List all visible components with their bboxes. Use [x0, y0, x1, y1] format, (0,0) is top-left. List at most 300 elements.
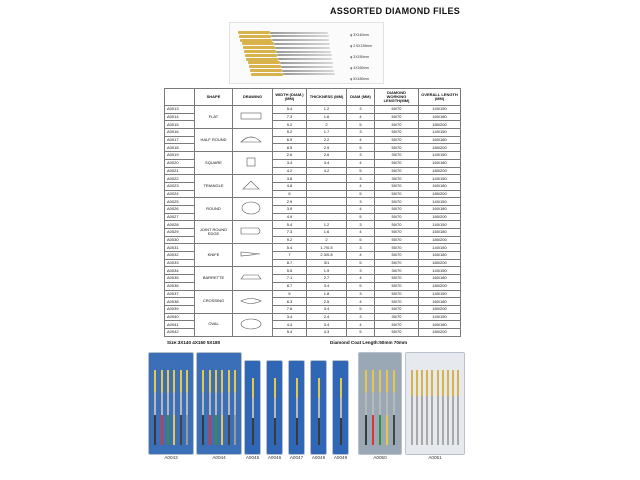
file-item	[173, 370, 175, 445]
working-length-value: 50/70	[375, 298, 419, 306]
overall-length-value: 160/180	[419, 136, 461, 144]
table-row	[165, 313, 461, 321]
knife-drawing	[238, 247, 268, 261]
item-code: A0026	[165, 205, 195, 213]
overall-length-value: 140/150	[419, 152, 461, 160]
shape-name: ROUND	[195, 198, 233, 221]
file-handle	[245, 54, 277, 57]
diameter-value: 3	[347, 244, 375, 252]
overall-length-value: 180/200	[419, 259, 461, 267]
working-length-value: 30/70	[375, 175, 419, 183]
size-caption: φ 4X160mm	[350, 66, 370, 70]
thickness-value: 2.3/0.8	[307, 252, 347, 260]
working-length-value: 50/70	[375, 244, 419, 252]
overall-length-value: 160/180	[419, 321, 461, 329]
diameter-value: 5	[347, 190, 375, 198]
file-handle	[239, 35, 271, 38]
round-drawing	[238, 201, 268, 215]
width-value: 3.8	[273, 175, 307, 183]
width-value: 2.9	[273, 198, 307, 206]
thickness-value	[307, 175, 347, 183]
shape-drawing-cell	[233, 152, 273, 175]
size-caption: φ 2.5X135mm	[350, 44, 373, 48]
file-handle	[242, 42, 274, 45]
item-code: A0020	[165, 159, 195, 167]
product-code-label: A0044	[212, 455, 226, 460]
overall-length-value: 140/150	[419, 290, 461, 298]
diameter-value: 5	[347, 121, 375, 129]
file-blade	[280, 62, 333, 64]
file-item	[234, 370, 236, 445]
package-card	[405, 352, 465, 455]
file-item	[416, 370, 418, 445]
thickness-value: 1.2	[307, 106, 347, 114]
oval-drawing	[238, 317, 268, 331]
product-code-label: A0047	[289, 455, 304, 460]
thickness-value: 1.8	[307, 290, 347, 298]
working-length-value: 50/70	[375, 121, 419, 129]
working-length-value: 50/70	[375, 236, 419, 244]
diameter-value: 3	[347, 290, 375, 298]
width-value: 4.9	[273, 213, 307, 221]
working-length-value: 50/70	[375, 221, 419, 229]
table-row	[165, 244, 461, 252]
shape-name: FLAT	[195, 106, 233, 129]
file-item	[221, 370, 223, 445]
overall-length-value: 180/200	[419, 282, 461, 290]
thickness-value	[307, 182, 347, 190]
thickness-value: 3/1	[307, 259, 347, 267]
item-code: A0018	[165, 144, 195, 152]
width-value: 7.6	[273, 305, 307, 313]
file-item	[274, 378, 276, 445]
working-length-value: 50/70	[375, 213, 419, 221]
product-code-label: A0043	[164, 455, 178, 460]
shape-drawing-cell	[233, 106, 273, 129]
table-row	[165, 290, 461, 298]
crossing-drawing	[238, 294, 268, 308]
overall-length-value: 160/180	[419, 252, 461, 260]
width-value: 9.2	[273, 236, 307, 244]
file-item	[393, 370, 395, 445]
working-length-value: 50/70	[375, 252, 419, 260]
file-item	[457, 370, 459, 445]
diameter-value: 5	[347, 213, 375, 221]
file-item	[154, 370, 156, 445]
item-code: A0042	[165, 328, 195, 336]
thickness-value: 4.2	[307, 167, 347, 175]
file-handle	[248, 61, 280, 64]
item-code: A0030	[165, 236, 195, 244]
width-value: 6.9	[273, 136, 307, 144]
width-value: 3.9	[273, 205, 307, 213]
item-code: A0016	[165, 129, 195, 137]
diameter-value: 4	[347, 182, 375, 190]
item-code: A0036	[165, 282, 195, 290]
file-item	[452, 370, 454, 445]
overall-length-value: 180/200	[419, 190, 461, 198]
working-length-value: 50/70	[375, 275, 419, 283]
shape-name: TRIANGLE	[195, 175, 233, 198]
file-item	[426, 370, 428, 445]
product-package	[358, 352, 402, 463]
table-row	[165, 221, 461, 229]
column-header: OVERALL LENGTH (MM)	[419, 89, 461, 106]
overall-length-value: 160/180	[419, 275, 461, 283]
width-value: 9.2	[273, 121, 307, 129]
item-code: A0027	[165, 213, 195, 221]
shape-drawing-cell	[233, 175, 273, 198]
product-package	[196, 352, 242, 463]
product-code-label: A0048	[311, 455, 326, 460]
working-length-value: 50/70	[375, 198, 419, 206]
table-row	[165, 106, 461, 114]
diameter-value: 4	[347, 252, 375, 260]
file-handle	[244, 50, 276, 53]
overall-length-value: 180/200	[419, 236, 461, 244]
item-code: A0025	[165, 198, 195, 206]
shape-drawing-cell	[233, 198, 273, 221]
file-handle	[243, 46, 275, 49]
shape-name: HALF ROUND	[195, 129, 233, 152]
shape-drawing-cell	[233, 244, 273, 267]
product-package	[332, 360, 349, 463]
file-blade	[281, 66, 334, 68]
diameter-value: 5	[347, 328, 375, 336]
working-length-value: 50/70	[375, 282, 419, 290]
working-length-value: 60/70	[375, 106, 419, 114]
product-package	[310, 360, 327, 463]
product-photo-file-set	[229, 22, 384, 84]
product-code-label: A0050	[373, 455, 387, 460]
diameter-value: 5	[347, 167, 375, 175]
working-length-value: 50/70	[375, 190, 419, 198]
item-code: A0024	[165, 190, 195, 198]
item-code: A0028	[165, 221, 195, 229]
shape-drawing-cell	[233, 290, 273, 313]
product-package	[244, 360, 261, 463]
product-code-label: A0049	[333, 455, 348, 460]
item-code: A0032	[165, 252, 195, 260]
diameter-value: 4	[347, 321, 375, 329]
file-item	[365, 370, 367, 445]
column-header: DRAWING	[233, 89, 273, 106]
product-package	[288, 360, 305, 463]
file-item	[442, 370, 444, 445]
thickness-value: 2.4	[307, 313, 347, 321]
overall-length-value: 140/150	[419, 221, 461, 229]
file-item	[209, 370, 211, 445]
overall-length-value: 180/200	[419, 328, 461, 336]
thickness-value	[307, 190, 347, 198]
shape-name: BARRETTE	[195, 267, 233, 290]
overall-length-value: 140/150	[419, 267, 461, 275]
thickness-value: 2.7	[307, 275, 347, 283]
product-code-label: A0046	[267, 455, 282, 460]
joint-drawing	[238, 224, 268, 238]
column-header	[165, 89, 195, 106]
file-item	[437, 370, 439, 445]
product-package	[148, 352, 194, 463]
table-row	[165, 198, 461, 206]
working-length-value: 50/70	[375, 144, 419, 152]
file-item	[228, 370, 230, 445]
working-length-value: 30/70	[375, 152, 419, 160]
working-length-value: 30/70	[375, 267, 419, 275]
diameter-value: 4	[347, 205, 375, 213]
diameter-value: 3	[347, 267, 375, 275]
thickness-value: 3.4	[307, 159, 347, 167]
spec-table	[164, 88, 461, 337]
diameter-value: 3	[347, 198, 375, 206]
file-item	[186, 370, 188, 445]
file-item	[386, 370, 388, 445]
file-item	[215, 370, 217, 445]
diameter-value: 3	[347, 106, 375, 114]
diameter-value: 3	[347, 175, 375, 183]
working-length-value: 50/70	[375, 328, 419, 336]
file-blade	[272, 39, 329, 41]
diameter-value: 3	[347, 152, 375, 160]
width-value: 5.5	[273, 267, 307, 275]
square-drawing	[238, 155, 268, 169]
table-row	[165, 129, 461, 137]
diameter-value: 5	[347, 236, 375, 244]
working-length-value: 50/70	[375, 205, 419, 213]
shape-drawing-cell	[233, 221, 273, 244]
size-caption: φ 3X140mm	[350, 33, 370, 37]
item-code: A0037	[165, 290, 195, 298]
item-code: A0015	[165, 121, 195, 129]
file-handle	[246, 58, 278, 61]
width-value: 5.4	[273, 221, 307, 229]
working-length-value: 50/70	[375, 129, 419, 137]
diameter-value: 5	[347, 144, 375, 152]
file-handle	[249, 65, 281, 68]
file-blade	[271, 35, 328, 37]
item-code: A0022	[165, 175, 195, 183]
overall-length-value: 180/200	[419, 305, 461, 313]
file-blade	[274, 43, 330, 45]
thickness-value	[307, 205, 347, 213]
width-value: 8.7	[273, 282, 307, 290]
width-value: 7.3	[273, 229, 307, 237]
working-length-value: 50/70	[375, 229, 419, 237]
width-value: 5.2	[273, 129, 307, 137]
working-length-value: 30/70	[375, 313, 419, 321]
working-length-value: 50/70	[375, 113, 419, 121]
overall-length-value: 180/200	[419, 213, 461, 221]
width-value: 5.4	[273, 328, 307, 336]
file-item	[340, 378, 342, 445]
file-item	[372, 370, 374, 445]
diameter-value: 3	[347, 129, 375, 137]
working-length-value: 50/70	[375, 167, 419, 175]
thickness-value: 2.2	[307, 136, 347, 144]
thickness-value: 1.9	[307, 267, 347, 275]
shape-drawing-cell	[233, 267, 273, 290]
item-code: A0038	[165, 298, 195, 306]
overall-length-value: 140/150	[419, 244, 461, 252]
diameter-value: 4	[347, 113, 375, 121]
width-value: 6	[273, 190, 307, 198]
diameter-value: 3	[347, 313, 375, 321]
product-package	[405, 352, 465, 463]
item-code: A0029	[165, 229, 195, 237]
product-code-label: A0045	[245, 455, 260, 460]
width-value: 4.4	[273, 321, 307, 329]
item-code: A0023	[165, 182, 195, 190]
overall-length-value: 140/150	[419, 129, 461, 137]
overall-length-value: 160/180	[419, 229, 461, 237]
width-value: 4.2	[273, 167, 307, 175]
file-item	[318, 378, 320, 445]
file-item	[252, 378, 254, 445]
item-code: A0014	[165, 113, 195, 121]
column-header: DIAMOND WORKING LENGTH(MM)	[375, 89, 419, 106]
overall-length-value: 140/150	[419, 175, 461, 183]
working-length-value: 50/70	[375, 305, 419, 313]
thickness-value: 2	[307, 236, 347, 244]
item-code: A0013	[165, 106, 195, 114]
diamond-coat-note: Diamond Coat Length:50mm 70mm	[330, 340, 408, 345]
thickness-value: 1.6	[307, 113, 347, 121]
width-value: 8.7	[273, 259, 307, 267]
thickness-value: 3.4	[307, 282, 347, 290]
thickness-value: 3.4	[307, 305, 347, 313]
file-handle	[250, 69, 282, 72]
thickness-value: 2.5	[307, 298, 347, 306]
table-row	[165, 152, 461, 160]
width-value: 7.3	[273, 113, 307, 121]
overall-length-value: 140/150	[419, 313, 461, 321]
sizes-note: Size:3X140 4X160 5X180	[167, 340, 221, 345]
overall-length-value: 140/150	[419, 198, 461, 206]
file-item	[379, 370, 381, 445]
item-code: A0035	[165, 275, 195, 283]
diameter-value: 4	[347, 275, 375, 283]
file-item	[447, 370, 449, 445]
thickness-value: 2.9	[307, 144, 347, 152]
barrette-drawing	[238, 270, 268, 284]
file-item	[202, 370, 204, 445]
thickness-value: 1.6	[307, 229, 347, 237]
item-code: A0034	[165, 267, 195, 275]
diameter-value: 5	[347, 282, 375, 290]
item-code: A0017	[165, 136, 195, 144]
item-code: A0033	[165, 259, 195, 267]
file-blade	[270, 32, 328, 34]
working-length-value: 50/70	[375, 259, 419, 267]
shape-name: OVAL	[195, 313, 233, 336]
diameter-value: 4	[347, 159, 375, 167]
file-blade	[276, 51, 331, 53]
item-code: A0041	[165, 321, 195, 329]
working-length-value: 50/70	[375, 321, 419, 329]
product-code-label: A0051	[428, 455, 442, 460]
width-value: 5	[273, 290, 307, 298]
overall-length-value: 160/180	[419, 298, 461, 306]
diameter-value: 4	[347, 298, 375, 306]
overall-length-value: 180/200	[419, 144, 461, 152]
overall-length-value: 160/180	[419, 159, 461, 167]
diameter-value: 4	[347, 229, 375, 237]
item-code: A0019	[165, 152, 195, 160]
thickness-value: 2	[307, 121, 347, 129]
item-code: A0031	[165, 244, 195, 252]
column-header: SHAPE	[195, 89, 233, 106]
file-blade	[283, 73, 334, 75]
overall-length-value: 160/180	[419, 182, 461, 190]
thickness-value: 1.2	[307, 221, 347, 229]
file-item	[431, 370, 433, 445]
triangle-drawing	[238, 178, 268, 192]
file-blade	[278, 58, 332, 60]
width-value: 3.4	[273, 159, 307, 167]
page-title: ASSORTED DIAMOND FILES	[330, 6, 461, 16]
item-code: A0021	[165, 167, 195, 175]
flat-drawing	[238, 109, 268, 123]
overall-length-value: 160/180	[419, 205, 461, 213]
width-value: 5.4	[273, 244, 307, 252]
file-handle	[238, 31, 270, 34]
shape-drawing-cell	[233, 313, 273, 336]
diameter-value: 3	[347, 221, 375, 229]
product-package	[266, 360, 283, 463]
column-header: WIDTH (DIAM.) (MM)	[273, 89, 307, 106]
file-handle	[240, 39, 272, 42]
width-value: 6.3	[273, 298, 307, 306]
file-item	[421, 370, 423, 445]
file-item	[411, 370, 413, 445]
file-blade	[282, 70, 334, 72]
item-code: A0040	[165, 313, 195, 321]
width-value: 3.4	[273, 313, 307, 321]
size-caption: φ 5X180mm	[350, 77, 370, 81]
table-row	[165, 175, 461, 183]
table-row	[165, 267, 461, 275]
thickness-value: 1.7/0.5	[307, 244, 347, 252]
thickness-value	[307, 213, 347, 221]
overall-length-value: 140/150	[419, 106, 461, 114]
thickness-value: 2.6	[307, 152, 347, 160]
thickness-value: 1.7	[307, 129, 347, 137]
column-header: THICKNESS (MM)	[307, 89, 347, 106]
thickness-value	[307, 198, 347, 206]
column-header: DIAM (MM)	[347, 89, 375, 106]
half-round-drawing	[238, 132, 268, 146]
working-length-value: 50/70	[375, 182, 419, 190]
file-item	[161, 370, 163, 445]
item-code: A0039	[165, 305, 195, 313]
width-value: 2.6	[273, 152, 307, 160]
width-value: 7	[273, 252, 307, 260]
overall-length-value: 180/200	[419, 121, 461, 129]
width-value: 7.1	[273, 275, 307, 283]
working-length-value: 50/70	[375, 290, 419, 298]
diameter-value: 5	[347, 259, 375, 267]
width-value: 5.4	[273, 106, 307, 114]
file-item	[180, 370, 182, 445]
working-length-value: 50/70	[375, 136, 419, 144]
diameter-value: 5	[347, 305, 375, 313]
width-value: 8.5	[273, 144, 307, 152]
thickness-value: 4.3	[307, 328, 347, 336]
file-item	[296, 378, 298, 445]
shape-name: KNIFE	[195, 244, 233, 267]
overall-length-value: 180/200	[419, 167, 461, 175]
file-handle	[251, 73, 283, 76]
